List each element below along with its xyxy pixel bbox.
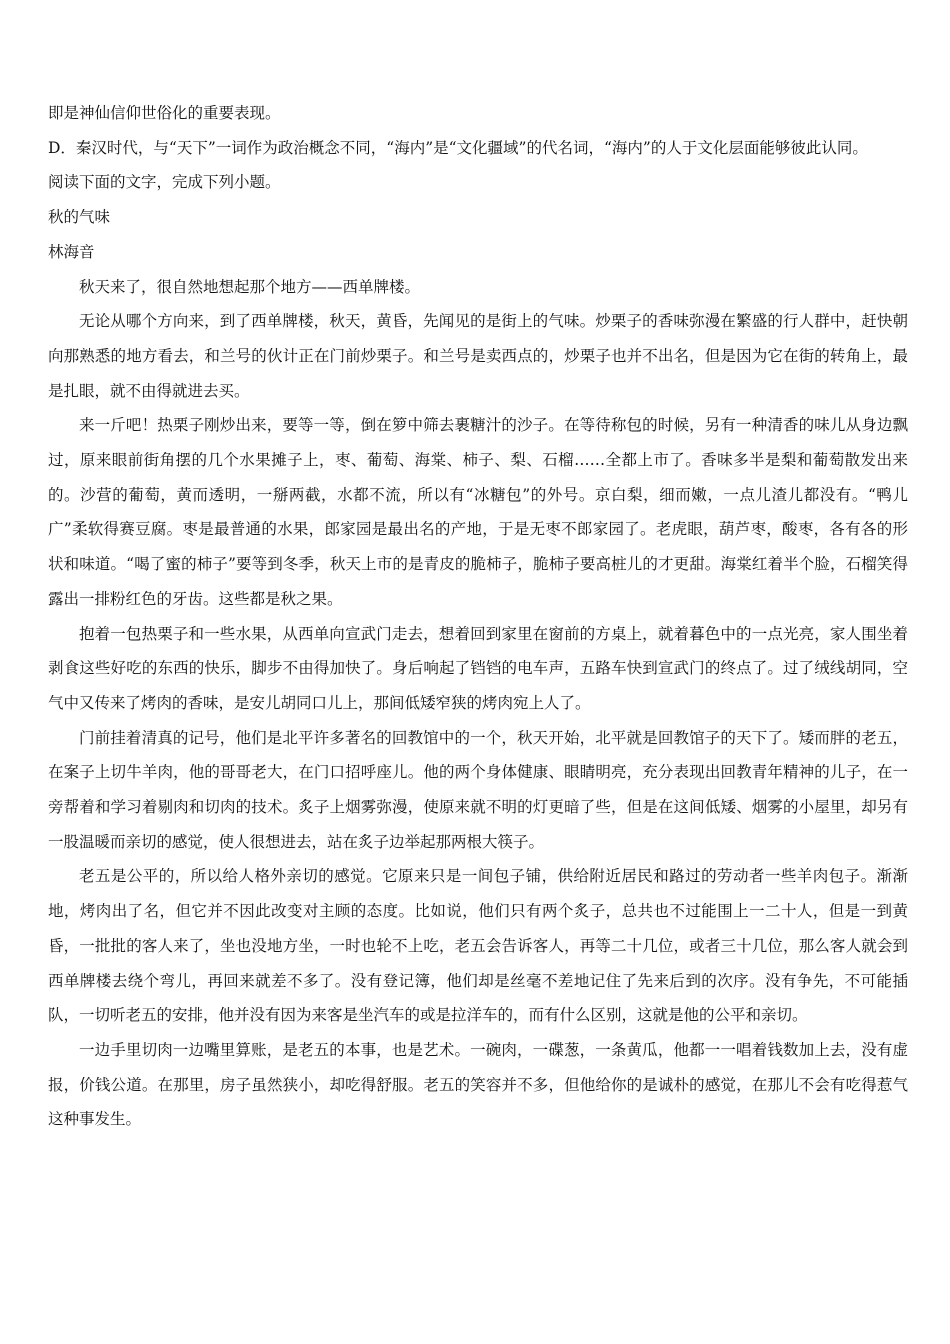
article-paragraph-6: 老五是公平的，所以给人格外亲切的感觉。它原来只是一间包子铺，供给附近居民和路过的劳动者一些羊肉包子。渐渐地，烤肉出了名，但它并不因此改变对主顾的态度。比如说，他们只有两个炙子，总共也不过能围上一二十人，但是一到黄昏，一批批的客人来了，坐也没地方坐，一时也轮不上吃，老五会告诉客人，再等二十几位，或者三十几位，那么客人就会到西单牌楼去绕个弯儿，再回来就差不多了。没有登记簿，他们却是丝毫不差地记住了先来后到的次序。没有争先，不可能插队，一切听老五的安排，他并没有因为来客是坐汽车的或是拉洋车的，而有什么区别，这就是他的公平和亲切。 [48, 867, 908, 1025]
article-author: 林海音 [48, 242, 95, 261]
article-paragraph-7: 一边手里切肉一边嘴里算账，是老五的本事，也是艺术。一碗肉，一碟葱，一条黄瓜，他都一一唱着钱数加上去，没有虚报，价钱公道。在那里，房子虽然狭小，却吃得舒服。老五的笑容并不多，但他给你的是诚朴的感觉，在那儿不会有吃得惹气这种事发生。 [48, 1040, 908, 1129]
reading-instruction: 阅读下面的文字，完成下列小题。 [48, 173, 281, 192]
article-paragraph-2: 无论从哪个方向来，到了西单牌楼，秋天，黄昏，先闻见的是街上的气味。炒栗子的香味弥漫在繁盛的行人群中，赶快朝向那熟悉的地方看去，和兰号的伙计正在门前炒栗子。和兰号是卖西点的，炒栗子也并不出名，但是因为它在街的转角上，最是扎眼，就不由得就进去买。 [48, 312, 908, 400]
option-c-tail: 即是神仙信仰世俗化的重要表现。 [48, 104, 281, 122]
option-d: D．秦汉时代，与“天下”一词作为政治概念不同，“海内”是“文化疆域”的代名词，“海内”的人于文化层面能够彼此认同。 [48, 138, 868, 157]
article-title: 秋的气味 [48, 208, 111, 227]
article-paragraph-3: 来一斤吧！热栗子刚炒出来，要等一等，倒在箩中筛去裹糖汁的沙子。在等待称包的时候，另有一种清香的味儿从身边飘过，原来眼前街角摆的几个水果摊子上，枣、葡萄、海棠、柿子、梨、石榴……全都上市了。香味多半是梨和葡萄散发出来的。沙营的葡萄，黄而透明，一掰两截，水都不流，所以有“冰糖包”的外号。京白梨，细而嫩，一点儿渣儿都没有。“鸭儿广”柔软得赛豆腐。枣是最普通的水果，郎家园是最出名的产地，于是无枣不郎家园了。老虎眼，葫芦枣，酸枣，各有各的形状和味道。“喝了蜜的柿子”要等到冬季，秋天上市的是青皮的脆柿子，脆柿子要高桩儿的才更甜。海棠红着半个脸，石榴笑得露出一排粉红色的牙齿。这些都是秋之果。 [48, 416, 908, 608]
article-paragraph-1: 秋天来了，很自然地想起那个地方——西单牌楼。 [79, 277, 421, 296]
document-body [48, 96, 908, 1137]
article-paragraph-4: 抱着一包热栗子和一些水果，从西单向宣武门走去，想着回到家里在窗前的方桌上，就着暮色中的一点光亮，家人围坐着剥食这些好吃的东西的快乐，脚步不由得加快了。身后响起了铛铛的电车声，五路车快到宣武门的终点了。过了绒线胡同，空气中又传来了烤肉的香味，是安儿胡同口儿上，那间低矮窄狭的烤肉宛上人了。 [48, 624, 908, 712]
article-paragraph-5: 门前挂着清真的记号，他们是北平许多著名的回教馆中的一个，秋天开始，北平就是回教馆子的天下了。矮而胖的老五，在案子上切牛羊肉，他的哥哥老大，在门口招呼座儿。他的两个身体健康、眼睛明亮，充分表现出回教青年精神的儿子，在一旁帮着和学习着剔肉和切肉的技术。炙子上烟雾弥漫，使原来就不明的灯更暗了些，但是在这间低矮、烟雾的小屋里，却另有一股温暖而亲切的感觉，使人很想进去，站在炙子边举起那两根大筷子。 [48, 728, 908, 851]
